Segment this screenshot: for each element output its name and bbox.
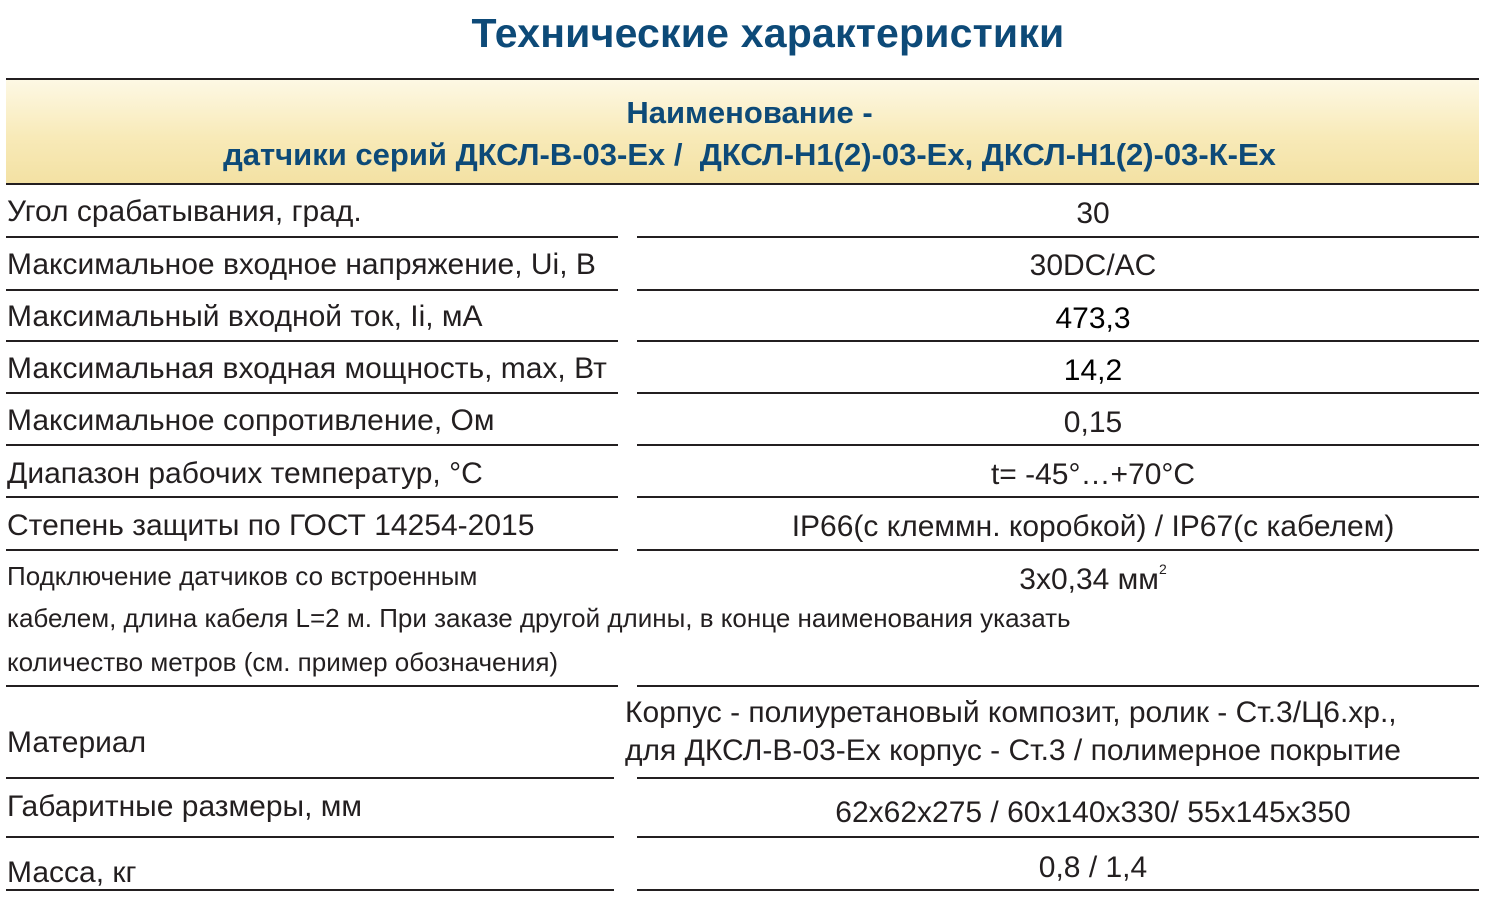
header-line-2: датчики серий ДКСЛ-В-03-Ex / ДКСЛ-Н1(2)-03-Ex, ДКСЛ-Н1(2)-03-К-Ex (223, 137, 1276, 172)
row-divider (6, 392, 618, 394)
divider (6, 183, 1479, 185)
row-divider (637, 289, 1479, 291)
row-divider (6, 340, 618, 342)
row-label-cable-connection-1: Подключение датчиков со встроенным (7, 561, 478, 591)
table-header (6, 92, 1493, 176)
row-label-cable-connection-2: кабелем, длина кабеля L=2 м. При заказе другой длины, в конце наименования указать (7, 603, 1071, 633)
row-divider (637, 340, 1479, 342)
row-value-material (625, 694, 1401, 770)
row-divider (6, 289, 618, 291)
row-value-max-current: 473,3 (1055, 302, 1131, 335)
header-line-1: Наименование - (626, 95, 873, 130)
row-divider (6, 685, 618, 687)
row-divider (6, 836, 614, 838)
row-divider (637, 236, 1479, 238)
row-label-max-voltage: Максимальное входное напряжение, Ui, В (7, 248, 596, 281)
row-divider (637, 836, 1479, 838)
row-label-trigger-angle: Угол срабатывания, град. (7, 195, 362, 228)
row-value-temperature-range: t= -45°…+70°С (990, 458, 1196, 491)
row-label-mass: Масса, кг (7, 856, 137, 889)
cable-section-superscript: 2 (1158, 561, 1167, 577)
row-divider (6, 889, 614, 891)
cable-section-text: 3x0,34 мм (1019, 563, 1159, 596)
row-divider (6, 777, 614, 779)
row-label-protection-degree: Степень защиты по ГОСТ 14254-2015 (7, 509, 535, 542)
row-divider (6, 549, 618, 551)
row-label-max-power: Максимальная входная мощность, max, Вт (7, 352, 607, 385)
row-value-protection-degree: IP66(с клеммн. коробкой) / IP67(с кабелем) (791, 510, 1395, 543)
row-divider (637, 444, 1479, 446)
row-divider (637, 549, 1479, 551)
row-label-cable-connection-3: количество метров (см. пример обозначения) (7, 647, 559, 677)
row-value-max-power: 14,2 (1063, 354, 1123, 387)
row-value-trigger-angle: 30 (1076, 197, 1110, 230)
row-label-max-current: Максимальный входной ток, Ii, мА (7, 300, 483, 333)
page-title: Технические характеристики (471, 10, 1065, 56)
row-divider (637, 777, 1479, 779)
row-divider (6, 496, 618, 498)
row-value-mass: 0,8 / 1,4 (1038, 851, 1148, 884)
row-label-dimensions: Габаритные размеры, мм (7, 790, 363, 823)
row-label-max-resistance: Максимальное сопротивление, Ом (7, 404, 495, 437)
row-value-max-resistance: 0,15 (1063, 406, 1123, 439)
row-label-material: Материал (7, 726, 147, 759)
row-divider (6, 236, 618, 238)
row-value-dimensions: 62x62x275 / 60x140x330/ 55x145x350 (835, 796, 1351, 829)
row-divider (637, 685, 1479, 687)
row-divider (637, 392, 1479, 394)
row-divider (637, 889, 1479, 891)
row-divider (637, 496, 1479, 498)
row-divider (6, 444, 618, 446)
material-line-2: для ДКСЛ-В-03-Ex корпус - Ст.3 / полимерное покрытие (625, 734, 1401, 767)
row-label-temperature-range: Диапазон рабочих температур, °С (7, 457, 483, 490)
material-line-1: Корпус - полиуретановый композит, ролик - Ст.3/Ц6.хр., (625, 696, 1397, 729)
row-value-max-voltage: 30DC/AC (1029, 249, 1157, 282)
row-value-cable-section (637, 563, 1498, 597)
